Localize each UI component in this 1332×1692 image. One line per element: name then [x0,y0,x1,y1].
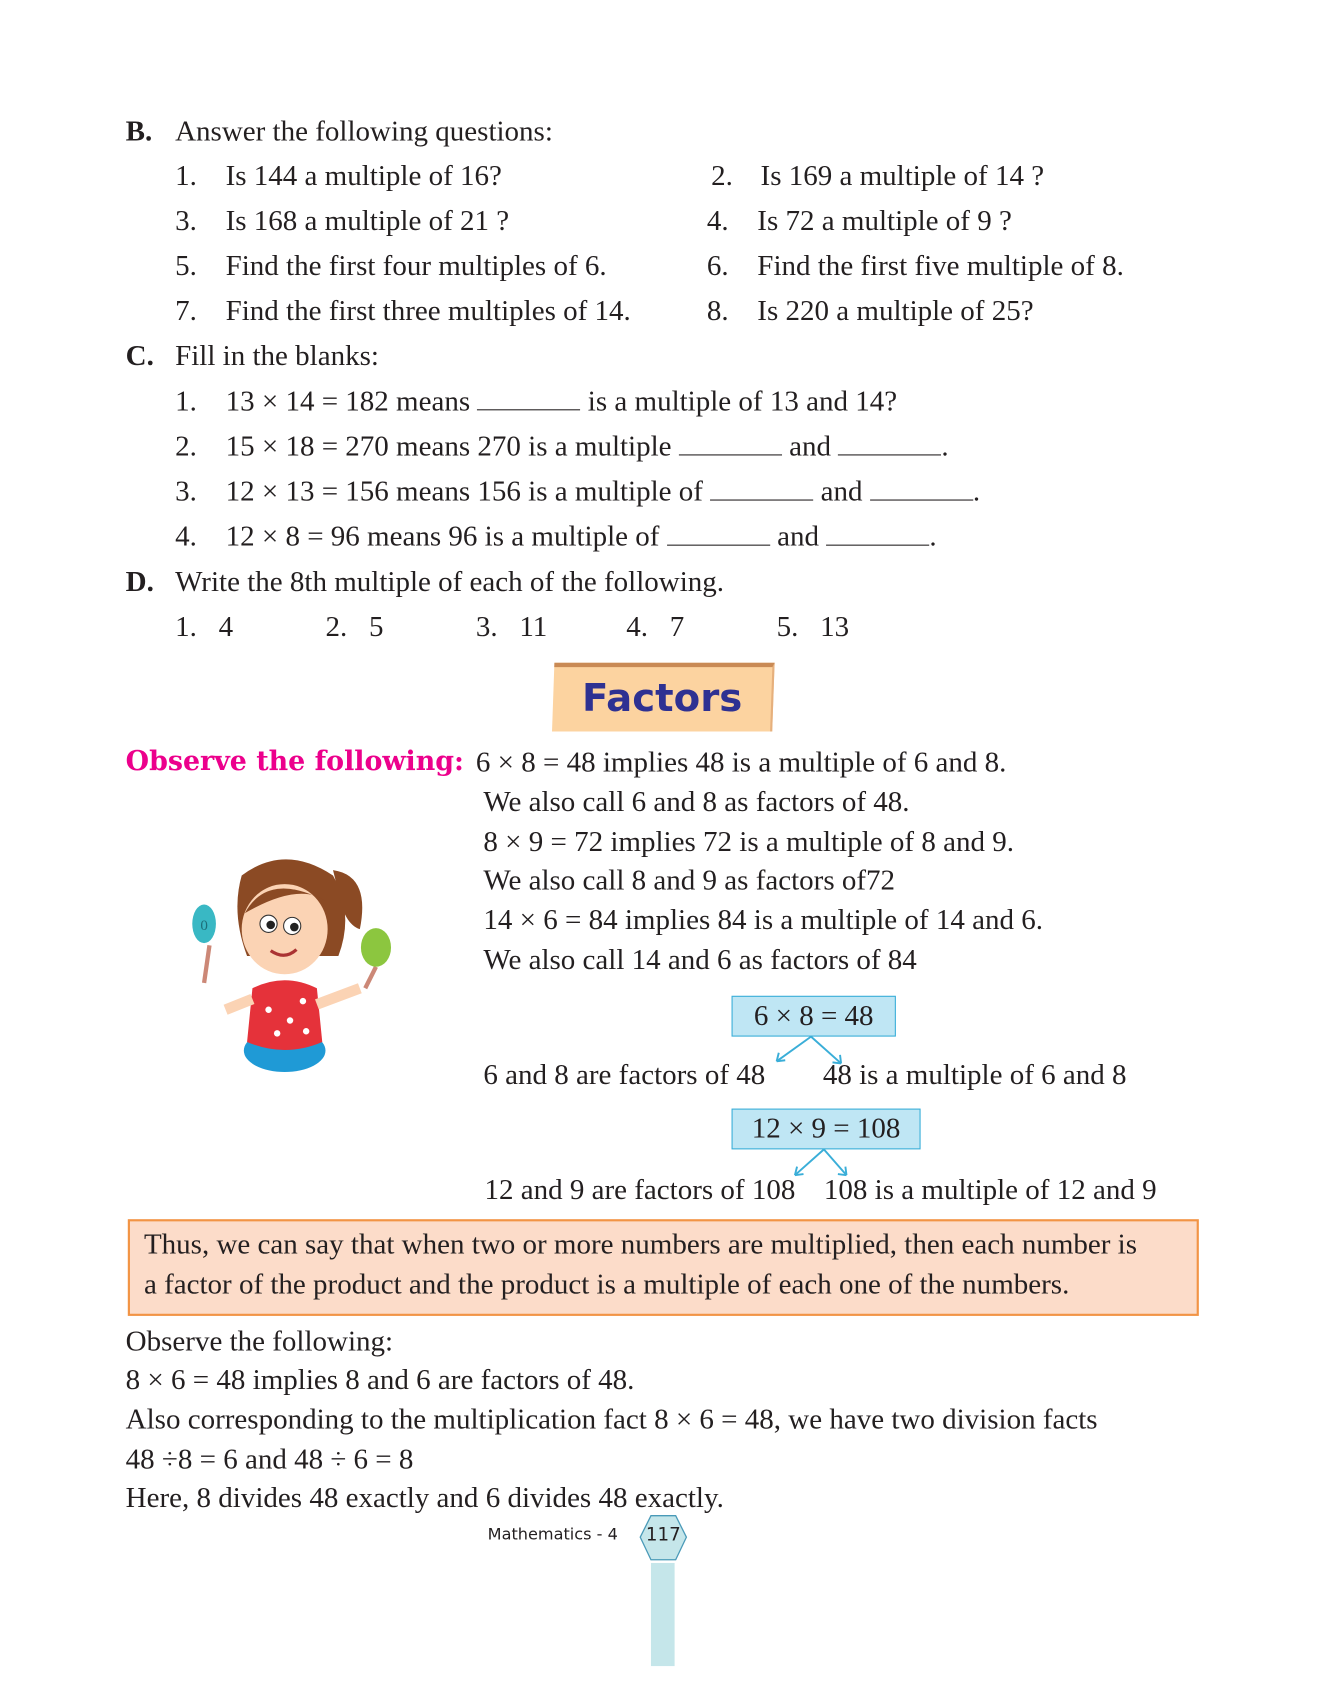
blank [870,476,973,501]
fill-blank-item [226,474,981,508]
blank [838,431,941,456]
section-b-letter: B. [125,114,153,148]
factors-heading: Factors [582,676,743,721]
closing-line: 8 × 6 = 48 implies 8 and 6 are factors of 48. [125,1363,635,1396]
text: 15 × 18 = 270 means 270 is a multiple [225,429,672,462]
closing-line: Observe the following: [125,1324,394,1357]
text: 12 × 13 = 156 means 156 is a multiple of [225,474,703,508]
section-d-title: Write the 8th multiple of each of the following. [175,565,725,598]
question: Is 144 a multiple of 16? [225,158,502,192]
text: . [929,519,937,553]
fill-blank-item [226,519,937,553]
blank [710,476,813,501]
text: 13 × 14 = 182 means [225,384,471,417]
svg-text:0: 0 [200,918,208,935]
q-number: 1. [175,384,197,417]
equation-box: 6 × 8 = 48 [732,996,896,1037]
value: 4 [218,610,234,643]
observe-line: 8 × 9 = 72 implies 72 is a multiple of 8 and 9. [483,824,1014,858]
question: Find the first three multiples of 14. [225,294,631,327]
question: Is 72 a multiple of 9 ? [757,204,1012,237]
closing-line: 48 ÷8 = 6 and 48 ÷ 6 = 8 [125,1442,414,1475]
summary-line: a factor of the product and the product is a multiple of each one of the numbers. [143,1267,1070,1300]
factors-heading-tab [552,663,775,732]
text: and [777,519,819,553]
d-item [175,609,233,643]
blank [667,521,770,546]
value: 13 [820,610,850,643]
observe-line: 6 × 8 = 48 implies 48 is a multiple of 6 and 8. [475,745,1007,778]
q-number: 1. [175,158,197,192]
blank [826,521,929,546]
q-number: 1. [175,610,197,643]
q-number: 4. [175,519,197,553]
section-c-title: Fill in the blanks: [175,339,379,372]
page-tab-bar [651,1563,675,1666]
closing-line: Also corresponding to the multiplication fact 8 × 6 = 48, we have two division facts [125,1402,1098,1436]
blank [679,431,782,456]
observe-label: Observe the following: [125,745,464,777]
q-number: 4. [706,204,729,237]
q-number: 3. [175,474,197,508]
q-number: 5. [175,249,197,282]
multiple-statement: 48 is a multiple of 6 and 8 [822,1058,1127,1091]
q-number: 6. [706,249,729,282]
d-item [626,609,684,643]
section-b-title: Answer the following questions: [175,114,553,148]
observe-line: We also call 8 and 9 as factors of72 [483,863,896,896]
multiple-statement: 108 is a multiple of 12 and 9 [823,1173,1157,1206]
summary-box [128,1219,1199,1316]
q-number: 3. [475,610,498,643]
question: Find the first five multiple of 8. [757,249,1124,282]
closing-line: Here, 8 divides 48 exactly and 6 divides 48 exactly. [125,1481,724,1514]
d-item [325,609,383,643]
q-number: 7. [175,294,197,327]
section-d-letter: D. [125,565,154,598]
observe-line: 14 × 6 = 84 implies 84 is a multiple of 14 and 6. [483,903,1043,936]
d-item [777,609,850,643]
q-number: 2. [175,429,197,462]
q-number: 5. [776,610,799,643]
book-title: Mathematics - 4 [487,1524,618,1544]
d-item [476,609,547,643]
observe-line: We also call 14 and 6 as factors of 84 [483,943,917,976]
q-number: 8. [706,294,729,327]
factors-statement: 12 and 9 are factors of 108 [484,1173,796,1206]
question: Is 220 a multiple of 25? [757,294,1034,327]
text: . [972,474,981,508]
page-number: 117 [645,1524,681,1546]
value: 11 [519,610,548,643]
q-number: 3. [175,204,197,237]
q-number: 2. [325,610,348,643]
girl-with-candies-illustration [183,849,409,1080]
value: 5 [368,610,384,643]
text: and [789,429,832,462]
section-c-letter: C. [125,339,154,372]
text: 12 × 8 = 96 means 96 is a multiple of [225,519,660,553]
fill-blank-item [226,383,898,417]
q-number: 2. [711,158,733,192]
blank [477,386,580,411]
fill-blank-item [226,429,949,463]
summary-line: Thus, we can say that when two or more numbers are multiplied, then each number is [143,1227,1138,1261]
value: 7 [669,610,685,643]
question: Find the first four multiples of 6. [225,249,607,282]
factors-statement: 6 and 8 are factors of 48 [483,1058,766,1091]
observe-line: We also call 6 and 8 as factors of 48. [483,785,910,818]
equation-box: 12 × 9 = 108 [732,1109,921,1150]
question: Is 169 a multiple of 14 ? [760,158,1045,192]
question: Is 168 a multiple of 21 ? [225,204,510,237]
text: and [820,474,863,508]
text: is a multiple of 13 and 14? [587,384,898,417]
text: . [941,429,949,462]
q-number: 4. [626,610,649,643]
